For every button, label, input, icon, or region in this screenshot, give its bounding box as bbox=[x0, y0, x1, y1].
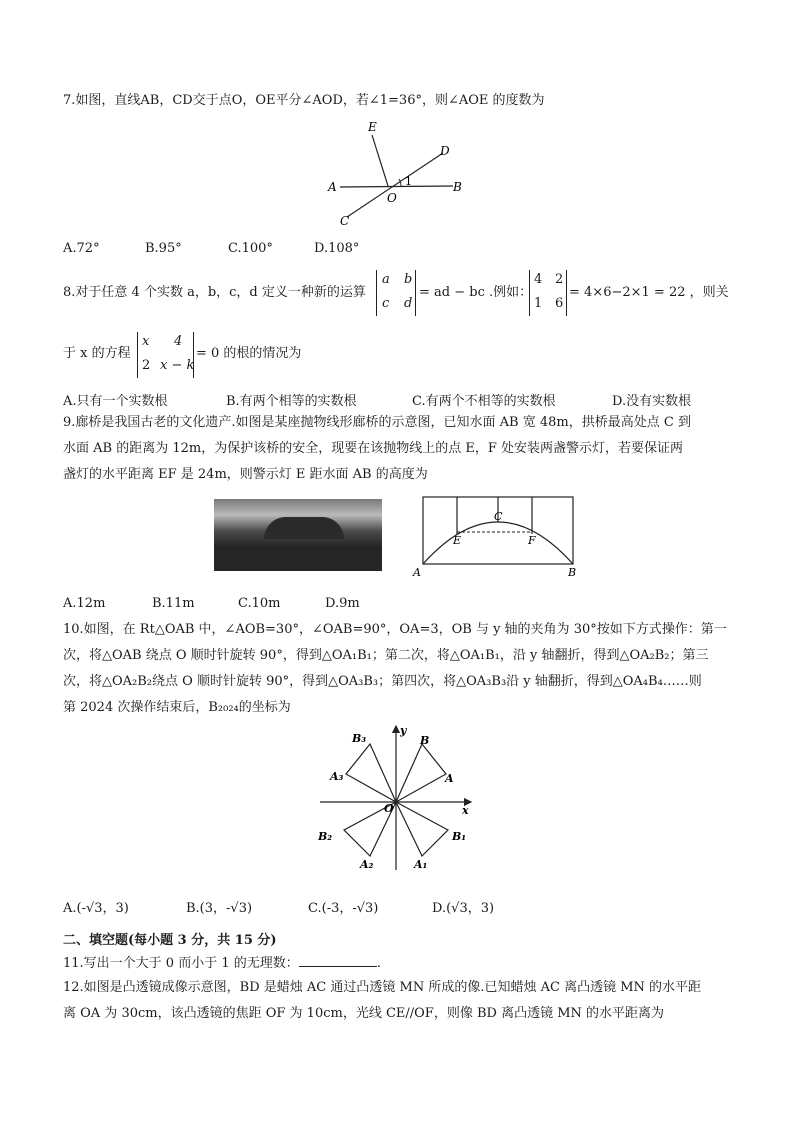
q8-option-d: D.没有实数根 bbox=[612, 394, 692, 409]
label-y: y bbox=[400, 724, 407, 737]
label-E: E bbox=[453, 534, 462, 547]
label-O: O bbox=[384, 802, 394, 815]
label-A2: A₂ bbox=[360, 858, 374, 871]
q11-text bbox=[63, 954, 381, 973]
label-O: O bbox=[387, 191, 397, 205]
q7-figure bbox=[325, 115, 475, 230]
q10-option-b: B.(3，-√3) bbox=[186, 901, 253, 916]
q10-line3: 次，将△OA₂B₂绕点 O 顺时针旋转 90°，得到△OA₃B₃；第四次，将△OA₃B₃沿 y 轴翻折，得到△OA₄B₄……则 bbox=[63, 674, 702, 689]
label-B3: B₃ bbox=[352, 732, 367, 745]
q8-option-b: B.有两个相等的实数根 bbox=[226, 394, 357, 409]
q9-line1: 9.廊桥是我国古老的文化遗产.如图是某座抛物线形廊桥的示意图，已知水面 AB 宽 48m，拱桥最高处点 C 到 bbox=[63, 415, 691, 430]
q8-line2-suffix: = 0 的根的情况为 bbox=[196, 346, 302, 361]
q8-determinant-equation: x 4 2 x − k bbox=[137, 332, 194, 378]
label-B: B bbox=[568, 566, 577, 579]
q9-bridge-diagram bbox=[410, 494, 590, 580]
q9-line3: 盏灯的水平距离 EF 是 24m，则警示灯 E 距水面 AB 的高度为 bbox=[63, 467, 428, 482]
q11-end: . bbox=[376, 956, 381, 971]
q9-option-c: C.10m bbox=[238, 596, 281, 611]
q8-example: = 4×6−2×1 = 22 ，则关 bbox=[569, 285, 729, 300]
q10-line1: 10.如图，在 Rt△OAB 中，∠AOB=30°，∠OAB=90°，OA=3，OB 与 y 轴的夹角为 30°按如下方式操作：第一 bbox=[63, 622, 727, 637]
label-B: B bbox=[420, 734, 430, 747]
label-B1: B₁ bbox=[452, 830, 467, 843]
q10-option-d: D.(√3，3) bbox=[432, 901, 495, 916]
label-D: D bbox=[440, 144, 450, 158]
label-x: x bbox=[462, 804, 469, 817]
q10-option-c: C.(-3，-√3) bbox=[308, 901, 379, 916]
label-E: E bbox=[368, 120, 377, 134]
label-B2: B₂ bbox=[318, 830, 333, 843]
label-A3: A₃ bbox=[330, 770, 344, 783]
label-A: A bbox=[445, 772, 454, 785]
label-A1: A₁ bbox=[414, 858, 428, 871]
q10-rotation-figure bbox=[314, 722, 479, 874]
q9-line2: 水面 AB 的距离为 12m，为保护该桥的安全，现要在该抛物线上的点 E，F 处安装两盏警示灯，若要保证两 bbox=[63, 441, 683, 456]
label-F: F bbox=[528, 534, 536, 547]
q12-line1: 12.如图是凸透镜成像示意图，BD 是蜡烛 AC 通过凸透镜 MN 所成的像.已知蜡烛 AC 离凸透镜 MN 的水平距 bbox=[63, 980, 702, 995]
q9-option-b: B.11m bbox=[152, 596, 195, 611]
q11-answer-blank[interactable] bbox=[299, 954, 377, 967]
section2-heading: 二、填空题(每小题 3 分，共 15 分) bbox=[63, 933, 277, 948]
q11-prompt: 11.写出一个大于 0 而小于 1 的无理数： bbox=[63, 956, 299, 971]
q8-option-a: A.只有一个实数根 bbox=[63, 394, 168, 409]
q8-option-c: C.有两个不相等的实数根 bbox=[412, 394, 556, 409]
label-C: C bbox=[494, 510, 503, 523]
q9-option-d: D.9m bbox=[325, 596, 360, 611]
q9-option-a: A.12m bbox=[63, 596, 106, 611]
label-B: B bbox=[453, 180, 462, 194]
q7-option-a: A.72° bbox=[63, 241, 100, 256]
q12-line2: 离 OA 为 30cm，该凸透镜的焦距 OF 为 10cm，光线 CE//OF，则像 BD 离凸透镜 MN 的水平距离为 bbox=[63, 1006, 665, 1021]
label-A: A bbox=[413, 566, 421, 579]
q7-option-c: C.100° bbox=[228, 241, 273, 256]
q8-line2-prefix: 于 x 的方程 bbox=[63, 346, 131, 361]
q10-option-a: A.(-√3，3) bbox=[63, 901, 129, 916]
q10-line2: 次，将△OAB 绕点 O 顺时针旋转 90°，得到△OA₁B₁；第二次，将△OA₁B₁，沿 y 轴翻折，得到△OA₂B₂；第三 bbox=[63, 648, 709, 663]
q7-text: 7.如图，直线AB，CD交于点O，OE平分∠AOD，若∠1=36°，则∠AOE 的度数为 bbox=[63, 93, 545, 108]
label-C: C bbox=[340, 214, 350, 228]
label-A: A bbox=[328, 180, 337, 194]
q7-option-b: B.95° bbox=[145, 241, 182, 256]
q8-definition: = ad − bc .例如： bbox=[419, 285, 533, 300]
q8-determinant-example: 4 2 1 6 bbox=[529, 270, 567, 316]
q8-determinant-definition: a b c d bbox=[376, 270, 416, 316]
q8-intro: 8.对于任意 4 个实数 a，b，c，d 定义一种新的运算 bbox=[63, 285, 366, 300]
bridge-photo bbox=[214, 499, 382, 571]
label-angle-1: 1 bbox=[405, 175, 412, 188]
q10-line4: 第 2024 次操作结束后，B₂₀₂₄的坐标为 bbox=[63, 700, 291, 715]
q7-option-d: D.108° bbox=[314, 241, 360, 256]
